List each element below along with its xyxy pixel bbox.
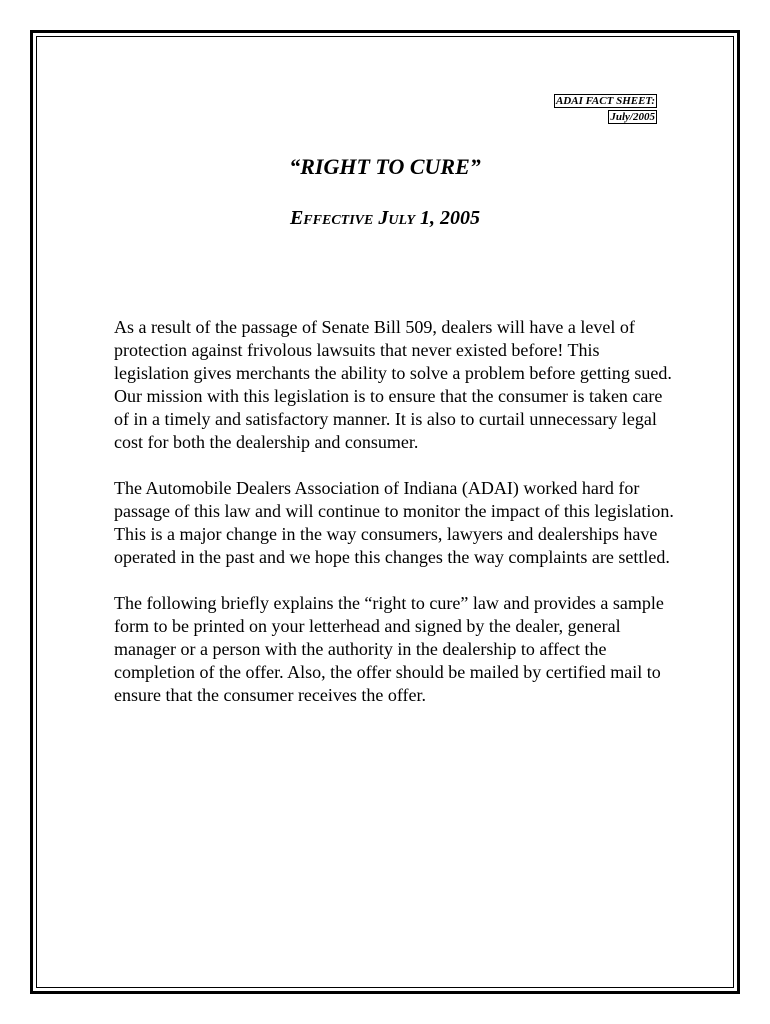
fact-sheet-date: July/2005 (610, 111, 655, 123)
fact-sheet-label: ADAI FACT SHEET: (555, 95, 655, 107)
body-paragraph-2: The Automobile Dealers Association of Indiana (ADAI) worked hard for passage of this law and will continue to monitor the impact of this legislation. This is a major change in the way consumers, lawyers and dealerships have operated in the past and we hope this changes the way complaints are settled. (114, 478, 674, 567)
effective-date-subtitle: Effective July 1, 2005 (289, 207, 481, 229)
document-title: “RIGHT TO CURE” (289, 154, 481, 179)
fact-sheet-header (554, 94, 657, 125)
body-paragraph-3: The following briefly explains the “right to cure” law and provides a sample form to be printed on your letterhead and signed by the dealer, general manager or a person with the authority in the dealership to affect the completion of the offer. Also, the offer should be mailed by certified mail to ensure that the consumer receives the offer. (114, 593, 664, 705)
document-body (114, 316, 674, 730)
body-paragraph-1: As a result of the passage of Senate Bill 509, dealers will have a level of protection against frivolous lawsuits that never existed before! This legislation gives merchants the ability to solve a problem before getting sued. Our mission with this legislation is to ensure that the consumer is taken care of in a timely and satisfactory manner. It is also to curtail unnecessary legal cost for both the dealership and consumer. (114, 317, 672, 452)
